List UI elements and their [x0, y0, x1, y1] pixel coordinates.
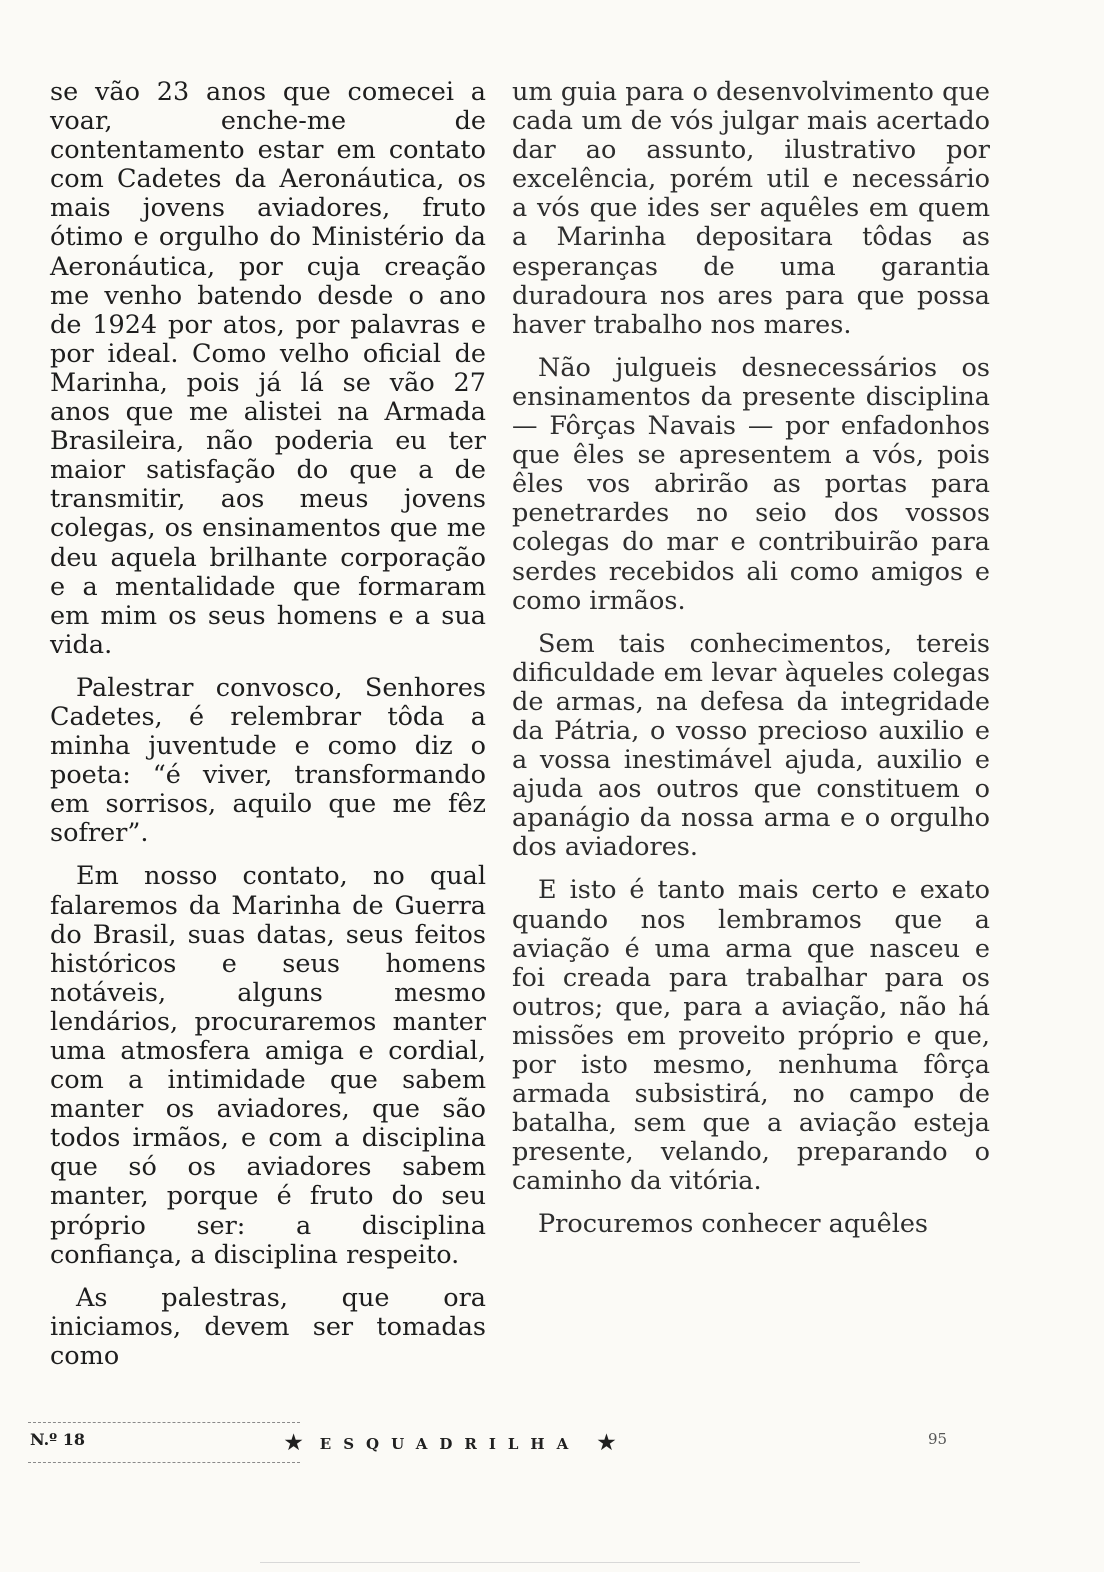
magazine-title-wrapper	[270, 1430, 630, 1454]
paragraph: As palestras, que ora iniciamos, devem ser tomadas como	[50, 1282, 486, 1371]
left-text-column	[50, 78, 486, 1371]
footer-divider	[28, 1422, 300, 1423]
paragraph: Sem tais conhecimentos, tereis dificuldade em levar àqueles colegas de armas, na defesa da integridade da Pátria, o vosso precioso auxilio e a vossa inestimável ajuda, auxilio e ajuda aos outros que constituem o apanágio da nossa arma e o orgulho dos aviadores.	[512, 628, 990, 863]
paragraph: um guia para o desenvolvimento que cada um de vós julgar mais acertado dar ao assunto, ilustrativo por excelência, porém util e necessário a vós que ides ser aquêles em quem a Marinha depositara tôdas as esperanças de uma garantia duradoura nos ares para que possa haver trabalho nos mares.	[512, 77, 990, 340]
paragraph: se vão 23 anos que comecei a voar, enche-me de contentamento estar em contato com Cadetes da Aeronáutica, os mais jovens aviadores, fruto ótimo e orgulho do Ministério da Aeronáutica, por cuja creação me venho batendo desde o ano de 1924 por atos, por palavras e por ideal. Como velho oficial de Marinha, pois já lá se vão 27 anos que me alistei na Armada Brasileira, não poderia eu ter maior satisfação do que a de transmitir, aos meus jovens colegas, os ensinamentos que me deu aquela brilhante corporação e a mentalidade que formaram em mim os seus homens e a sua vida.	[50, 77, 486, 660]
paragraph: Palestrar convosco, Senhores Cadetes, é relembrar tôda a minha juventude e como diz o poeta: “é viver, transformando em sorrisos, aquilo que me fêz sofrer”.	[50, 672, 486, 849]
paragraph: E isto é tanto mais certo e exato quando nos lembramos que a aviação é uma arma que nasceu e foi creada para trabalhar para os outros; que, para a aviação, não há missões em proveito próprio e que, por isto mesmo, nenhuma fôrça armada subsistirá, no campo de batalha, sem que a aviação esteja presente, velando, preparando o caminho da vitória.	[512, 875, 990, 1197]
page-number: 95	[928, 1430, 948, 1448]
right-text-column	[512, 78, 990, 1240]
paragraph: Não julgueis desnecessários os ensinamentos da presente disciplina — Fôrças Navais — por enfadonhos que êles se apresentem a vós, pois êles vos abrirão as portas para penetrardes no seio dos vossos colegas do mar e contribuirão para serdes recebidos ali como amigos e como irmãos.	[512, 352, 990, 616]
footer-divider	[28, 1462, 300, 1463]
bottom-divider	[260, 1562, 860, 1563]
star-icon: ★	[597, 1430, 616, 1454]
page-footer	[0, 1430, 1104, 1456]
star-icon: ★	[284, 1430, 303, 1454]
paragraph: Procuremos conhecer aquêles	[538, 1209, 929, 1240]
magazine-title: ESQUADRILHA	[319, 1435, 581, 1453]
issue-number: N.º 18	[30, 1430, 86, 1449]
paragraph: Em nosso contato, no qual falaremos da Marinha de Guerra do Brasil, suas datas, seus feitos históricos e seus homens notáveis, alguns mesmo lendários, procuraremos manter uma atmosfera amiga e cordial, com a intimidade que sabem manter os aviadores, que são todos irmãos, e com a disciplina que só os aviadores sabem manter, porque é fruto do seu próprio ser: a disciplina confiança, a disciplina respeito.	[50, 861, 486, 1270]
